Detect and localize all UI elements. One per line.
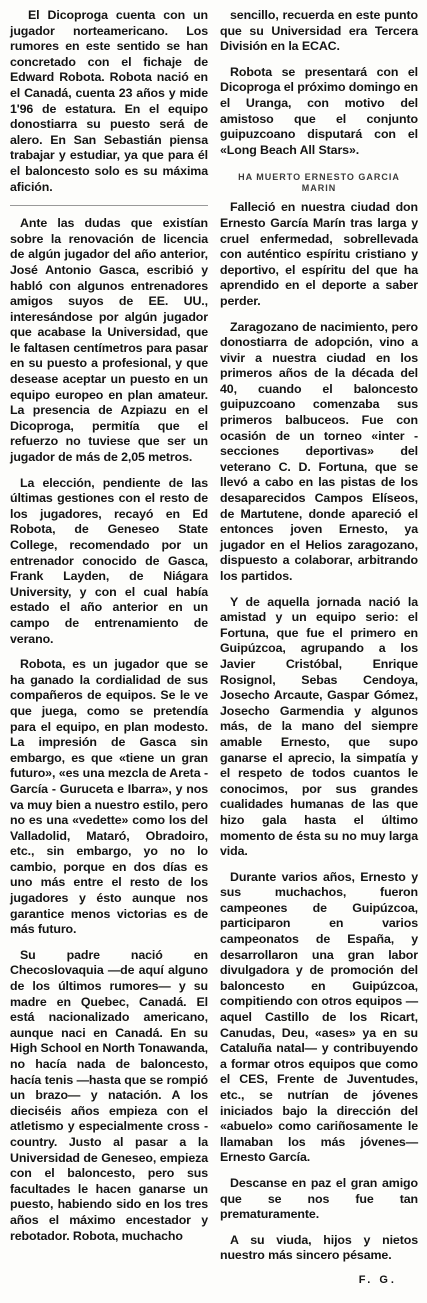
article-paragraph: Su padre nació en Checoslovaquia —de aquí alguno de los últimos rumores— y su madre en Quebec, Canadá. El está nacionalizado americano, aunque naci en Canadá. En su High School en North Tonawanda, no hacía nada de baloncesto, hacía tenis —hasta que se rompió un brazo— y natación. A los dieciséis años empieza con el atletismo y especialmente cross - country. Justo al pasar a la Universidad de Geneseo, empieza con el baloncesto, pero sus facultades le hacen ganarse un puesto, habiendo sido en los tres años el máximo encestador y rebotador. Robota, muchacho [10, 947, 208, 1243]
left-column [10, 8, 208, 1254]
obituary-heading: HA MUERTO ERNESTO GARCIA MARIN [238, 172, 400, 194]
obituary-paragraph: A su viuda, hijos y nietos nuestro más sincero pésame. [220, 1232, 418, 1263]
article-paragraph: La elección, pendiente de las últimas gestiones con el resto de los jugadores, recayó en Ed Robota, de Geneseo State College, recomendado por un entrenador conocido de Gasca, Frank Layden, de Niágara University, y con el cual había estado el año anterior en un campo de entrenamiento de verano. [10, 475, 208, 646]
obituary-paragraph: Y de aquella jornada nació la amistad y un equipo serio: el Fortuna, que fue el primero en Guipúzcoa, agrupando a los Javier Cristóbal, Enrique Rosignol, Sebas Cendoya, Josecho Arcaute, Gaspar Gómez, Josecho Garmendia y algunos más, de la mano del siempre amable Ernesto, que supo ganarse el aprecio, la simpatía y el respeto de todos cuantos le conocimos, por sus grandes cualidades humanas de las que hizo gala hasta el último momento de ésta su no muy larga vida. [220, 594, 418, 859]
obituary-paragraph: Descanse en paz el gran amigo que se nos fue tan prematuramente. [220, 1175, 418, 1222]
article-paragraph: Robota, es un jugador que se ha ganado la cordialidad de sus compañeros de equipos. Se le ve que juega, como se pretendía para el equipo, en plan modesto. La impresión de Gasca sin embargo, es que «tiene un gran futuro», «es una mezcla de Areta - García - Guruceta e Ibarra», y nos va muy bien a nuestro estilo, pero no es una «vedette» como los del Valladolid, Mataró, Obradoiro, etc., sin embargo, yo no lo cambio, porque en dos días es uno más entre el resto de los jugadores y ésto aunque nos garantice menos victorias es de más futuro. [10, 657, 208, 937]
obituary-paragraph: Falleció en nuestra ciudad don Ernesto García Marín tras larga y cruel enfermedad, sobrellevada con auténtico espíritu cristiano y deportivo, el espíritu del que ha aprendido en el deporte a saber perder. [220, 200, 418, 308]
obituary-paragraph: Zaragozano de nacimiento, pero donostiarra de adopción, vino a vivir a nuestra ciudad en los primeros años de la década del 40, cuando el baloncesto guipuzcoano comenzaba sus primeros balbuceos. Fue con ocasión de un torneo «inter - secciones deportivas» del veterano C. D. Fortuna, que se llevó a cabo en las pistas de los desaparecidos Campos Elíseos, de Martutene, donde apareció el entonces joven Ernesto, ya jugador en el Helios zaragozano, dispuesto a colaborar, arbitrando los partidos. [220, 319, 418, 583]
article-paragraph: Ante las dudas que existían sobre la renovación de licencia de algún jugador del año anterior, José Antonio Gasca, escribió y habló con algunos entrenadores amigos suyos de EE. UU., interesándose por algún jugador que acabase la Universidad, que le faltasen centímetros para pasar en su puesto a profesional, y que desease aceptar un puesto en un equipo europeo en plan amateur. La presencia de Azpiazu en el Dicoproga, permitía que el refuerzo no tuviese que ser un jugador de más de 2,05 metros. [10, 216, 208, 465]
article-continuation-paragraph: Robota se presentará con el Dicoproga el próximo domingo en el Uranga, con motivo del amistoso que el conjunto guipuzcoano disputará con el «Long Beach All Stars». [220, 64, 418, 157]
right-column [220, 8, 418, 1274]
author-signature: F. G. [358, 1274, 397, 1286]
article-intro-paragraph: El Dicoproga cuenta con un jugador norteamericano. Los rumores en este sentido se han concretado con el fichaje de Edward Robota. Robota nació en el Canadá, cuenta 23 años y mide 1'96 de estatura. En el equipo donostiarra su puesto será de alero. En San Sebastián piensa trabajar y estudiar, ya que para él el baloncesto solo es su máxima afición. [10, 8, 208, 194]
obituary-paragraph: Durante varios años, Ernesto y sus muchachos, fueron campeones de Guipúzcoa, participaron en varios campeonatos de España, y desarrollaron una gran labor divulgadora y de promoción del baloncesto en Guipúzcoa, compitiendo con otros equipos —aquel Castillo de los Ricart, Canudas, Deu, «ases» ya en su Cataluña natal— y contribuyendo a formar otros equipos que como el CES, Frente de Juventudes, etc., se nutrían de jóvenes iniciados bajo la dirección del «abuelo» como cariñosamente le llamaban los más jóvenes— Ernesto García. [220, 869, 418, 1165]
section-divider [10, 205, 208, 206]
article-continuation-paragraph: sencillo, recuerda en este punto que su Universidad era Tercera División en la ECAC. [220, 8, 418, 54]
